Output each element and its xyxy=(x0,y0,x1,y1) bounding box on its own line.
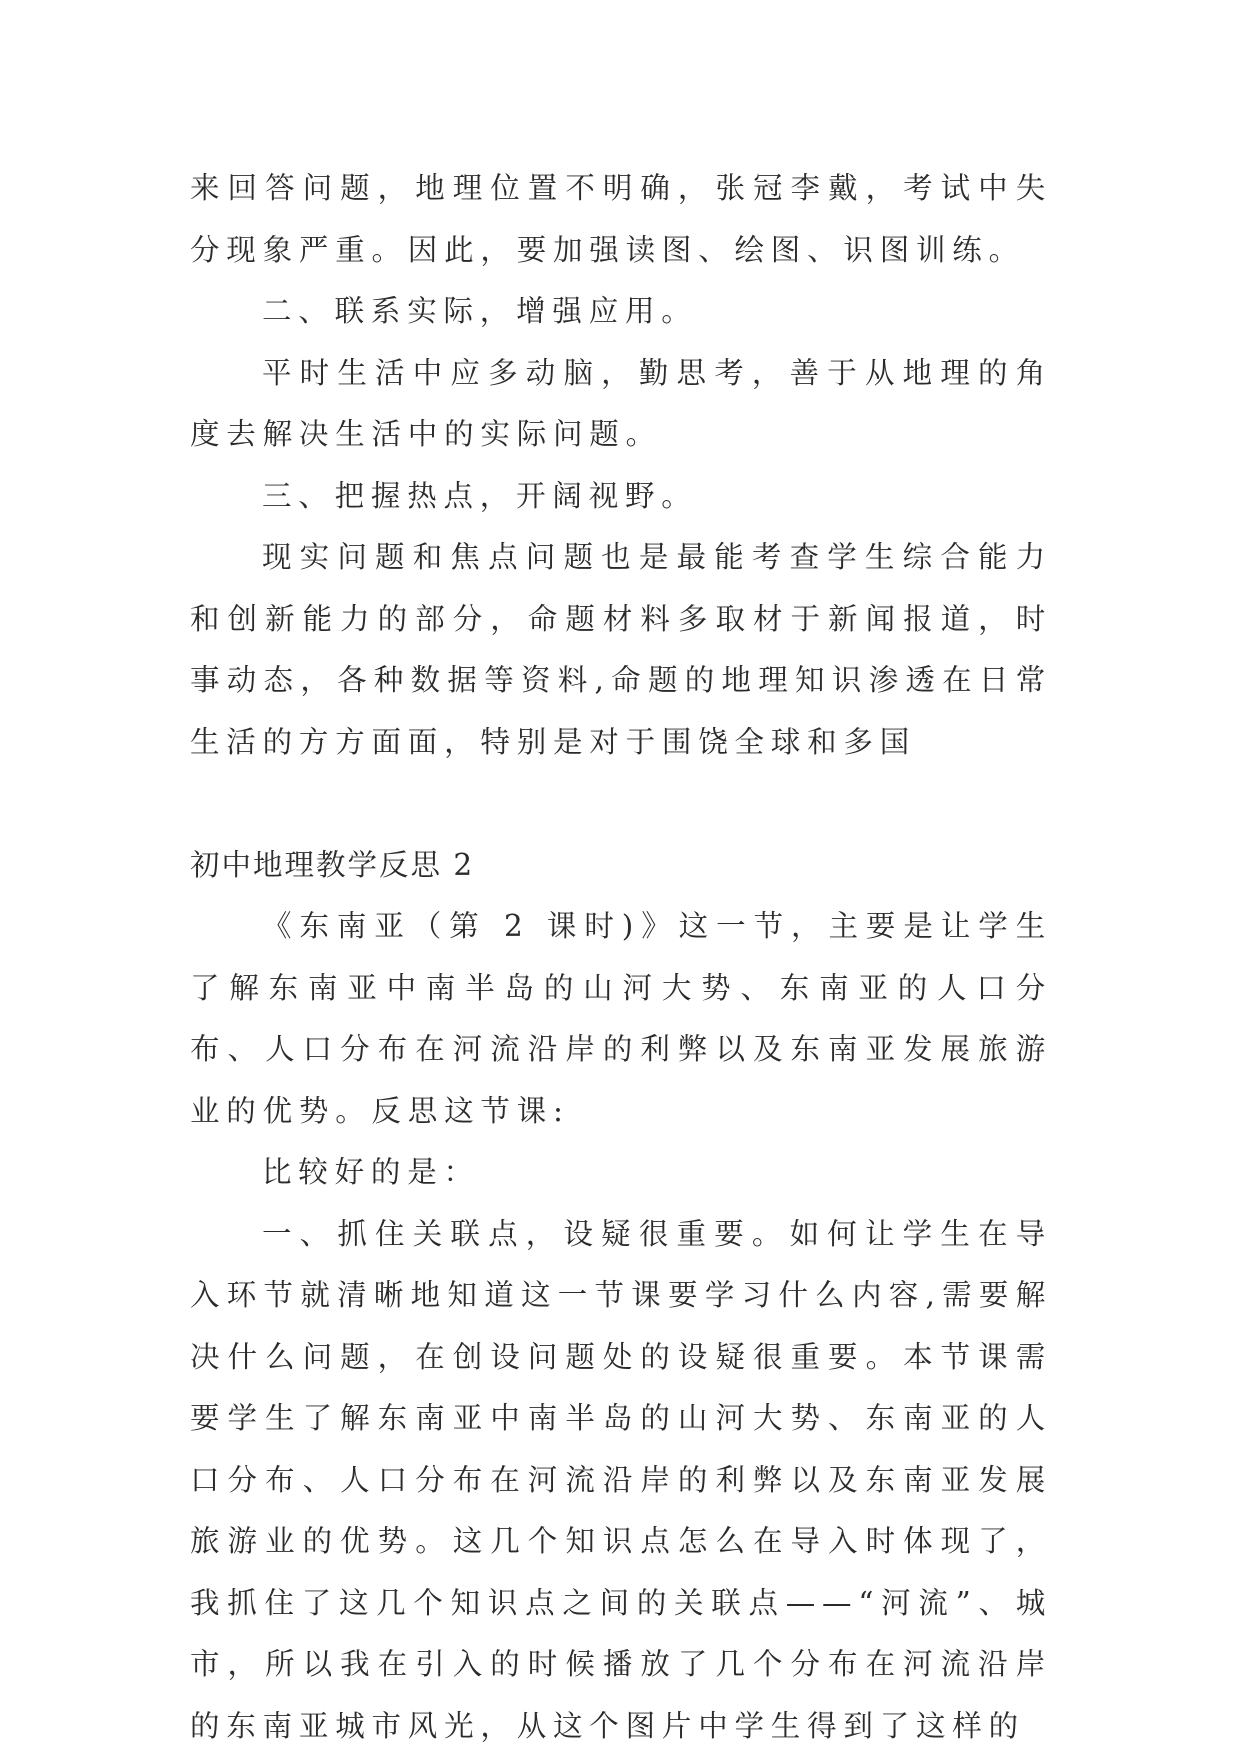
paragraph-point-one: 一、抓住关联点，设疑很重要。如何让学生在导入环节就清晰地知道这一节课要学习什么内容,需要解决什么问题，在创设问题处的设疑很重要。本节课需要学生了解东南亚中南半岛的山河大势、东南亚的人口分布、人口分布在河流沿岸的利弊以及东南亚发展旅游业的优势。这几个知识点怎么在导入时体现了，我抓住了这几个知识点之间的关联点——“河流”、城市，所以我在引入的时候播放了几个分布在河流沿岸的东南亚城市风光，从这个图片中学生得到了这样的 xyxy=(190,1204,1052,1757)
document-body xyxy=(190,158,1052,1757)
section-title: 初中地理教学反思 2 xyxy=(190,835,1052,897)
paragraph-point-two: 二、联系实际，增强应用。 xyxy=(190,281,1052,343)
paragraph-hot-topics: 现实问题和焦点问题也是最能考查学生综合能力和创新能力的部分，命题材料多取材于新闻报道，时事动态，各种数据等资料,命题的地理知识渗透在日常生活的方方面面，特别是对于围饶全球和多国 xyxy=(190,527,1052,773)
paragraph-good-points: 比较好的是： xyxy=(190,1142,1052,1204)
paragraph-continuation: 来回答问题，地理位置不明确，张冠李戴，考试中失分现象严重。因此，要加强读图、绘图、识图训练。 xyxy=(190,158,1052,281)
paragraph-daily-life: 平时生活中应多动脑，勤思考，善于从地理的角度去解决生活中的实际问题。 xyxy=(190,343,1052,466)
section-spacer xyxy=(190,773,1052,835)
paragraph-point-three: 三、把握热点，开阔视野。 xyxy=(190,466,1052,528)
paragraph-lesson-intro: 《东南亚（第 2 课时)》这一节，主要是让学生了解东南亚中南半岛的山河大势、东南亚的人口分布、人口分布在河流沿岸的利弊以及东南亚发展旅游业的优势。反思这节课: xyxy=(190,896,1052,1142)
